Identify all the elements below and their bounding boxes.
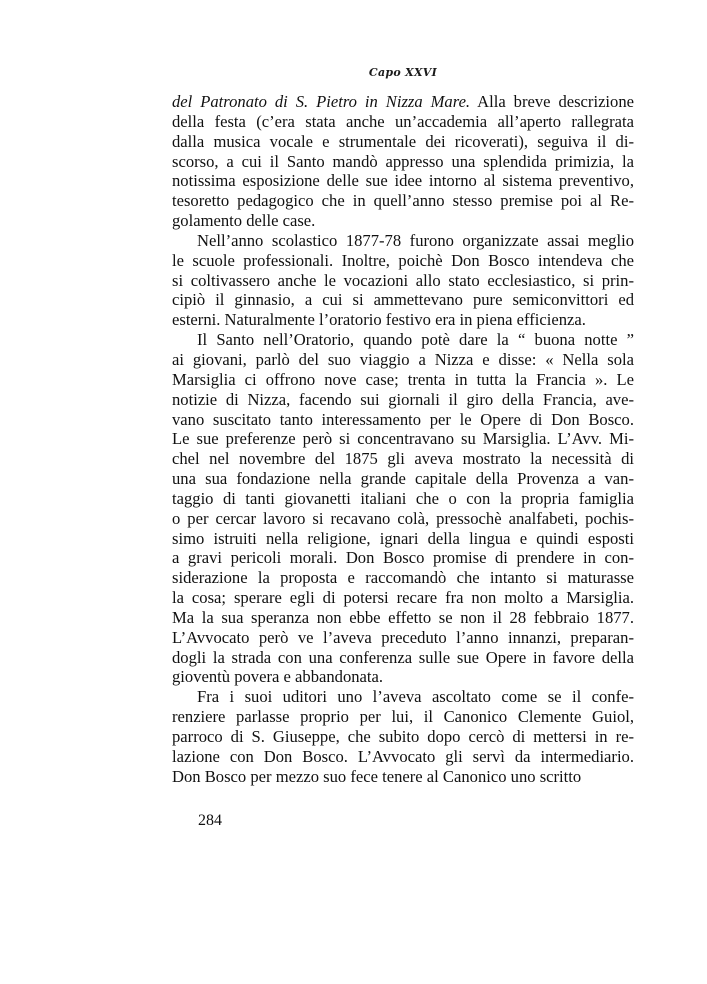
text-line <box>172 469 634 489</box>
line-text: notissima esposizione delle sue idee intorno al sistema preventivo, <box>172 171 634 191</box>
line-text: esterni. Naturalmente l’oratorio festivo era in piena efficienza. <box>172 310 586 330</box>
text-line <box>172 429 634 449</box>
text-line <box>172 251 634 271</box>
line-text: simo istruiti nella religione, ignari della lingua e quindi esposti <box>172 528 634 548</box>
text-line <box>172 449 634 469</box>
line-text: siderazione la proposta e raccomandò che intanto si maturasse <box>172 568 634 588</box>
text-line <box>172 767 634 787</box>
text-line <box>172 667 634 687</box>
text-line <box>172 330 634 350</box>
paragraph <box>172 330 634 687</box>
text-line <box>172 132 634 152</box>
line-text: vano suscitato tanto interessamento per le Opere di Don Bosco. <box>172 409 634 429</box>
line-text: cipiò il ginnasio, a cui si ammettevano pure semiconvittori ed <box>172 290 634 310</box>
text-line <box>172 112 634 132</box>
text-line <box>172 509 634 529</box>
body-text <box>172 92 634 787</box>
line-text: si coltivassero anche le vocazioni allo stato ecclesiastico, si prin- <box>172 270 634 290</box>
line-text: scorso, a cui il Santo mandò appresso una splendida primizia, la <box>172 151 634 171</box>
line-text: a gravi pericoli morali. Don Bosco promise di prendere in con- <box>172 548 634 568</box>
paragraph <box>172 92 634 231</box>
line-text: ai giovani, parlò del suo viaggio a Nizza e disse: « Nella sola <box>172 349 634 369</box>
line-text: tesoretto pedagogico che in quell’anno stesso premise poi al Re- <box>172 191 634 211</box>
line-text: dogli la strada con una conferenza sulle sue Opere in favore della <box>172 647 634 667</box>
line-text: o per cercar lavoro si recavano colà, pressochè analfabeti, pochis- <box>172 508 634 528</box>
line-text: la cosa; sperare egli di potersi recare fra non molto a Marsiglia. <box>172 588 634 608</box>
running-head: Capo XXVI <box>368 66 438 79</box>
text-line <box>172 489 634 509</box>
text-line <box>172 707 634 727</box>
text-line <box>172 648 634 668</box>
text-line <box>172 747 634 767</box>
text-line <box>172 548 634 568</box>
text-line <box>172 290 634 310</box>
line-text: Alla breve descrizione <box>470 92 634 111</box>
text-line <box>172 628 634 648</box>
line-text: della festa (c’era stata anche un’accademia all’aperto rallegrata <box>172 111 634 131</box>
text-line <box>172 568 634 588</box>
text-line <box>172 350 634 370</box>
line-text: Le sue preferenze però si concentravano su Marsiglia. L’Avv. Mi- <box>172 429 634 449</box>
line-text: Marsiglia ci offrono nove case; trenta in tutta la Francia ». Le <box>172 369 634 389</box>
text-line <box>172 370 634 390</box>
line-text: Don Bosco per mezzo suo fece tenere al Canonico uno scritto <box>172 766 582 786</box>
paragraph <box>172 687 634 786</box>
line-text: taggio di tanti giovanetti italiani che o con la propria famiglia <box>172 488 634 508</box>
line-text: chel nel novembre del 1875 gli aveva mostrato la necessità di <box>172 449 634 469</box>
text-line <box>172 92 634 112</box>
line-text: Il Santo nell’Oratorio, quando potè dare la “ buona notte ” <box>197 330 634 350</box>
text-line <box>172 211 634 231</box>
text-line <box>172 727 634 747</box>
line-text: golamento delle case. <box>172 211 316 231</box>
line-text: notizie di Nizza, facendo sui giornali il giro della Francia, ave- <box>172 389 634 409</box>
line-text: renziere parlasse proprio per lui, il Canonico Clemente Guiol, <box>172 707 634 727</box>
text-line <box>172 310 634 330</box>
text-line <box>172 588 634 608</box>
text-line <box>172 608 634 628</box>
line-text: lazione con Don Bosco. L’Avvocato gli servì da intermediario. <box>172 746 634 766</box>
text-line <box>172 231 634 251</box>
text-line <box>172 171 634 191</box>
text-line <box>172 271 634 291</box>
line-text: Nell’anno scolastico 1877-78 furono organizzate assai meglio <box>197 230 634 250</box>
line-text: dalla musica vocale e strumentale dei ricoverati), seguiva il di- <box>172 131 634 151</box>
text-line <box>172 390 634 410</box>
line-text: una sua fondazione nella grande capitale della Provenza a van- <box>172 469 634 489</box>
line-text: le scuole professionali. Inoltre, poichè Don Bosco intendeva che <box>172 250 634 270</box>
line-text: Fra i suoi uditori uno l’aveva ascoltato come se il confe- <box>197 687 634 707</box>
text-line <box>172 529 634 549</box>
line-text: parroco di S. Giuseppe, che subito dopo cercò di mettersi in re- <box>172 727 634 746</box>
text-line <box>172 410 634 430</box>
text-line <box>172 152 634 172</box>
text-line <box>172 687 634 707</box>
italic-title: del Patronato di S. Pietro in Nizza Mare. <box>172 92 471 111</box>
text-line <box>172 191 634 211</box>
page-number: 284 <box>198 812 222 829</box>
line-text: gioventù povera e abbandonata. <box>172 667 384 687</box>
line-text: L’Avvocato però ve l’aveva preceduto l’anno innanzi, preparan- <box>172 627 634 647</box>
line-text: Ma la sua speranza non ebbe effetto se non il 28 febbraio 1877. <box>172 607 634 627</box>
paragraph <box>172 231 634 330</box>
